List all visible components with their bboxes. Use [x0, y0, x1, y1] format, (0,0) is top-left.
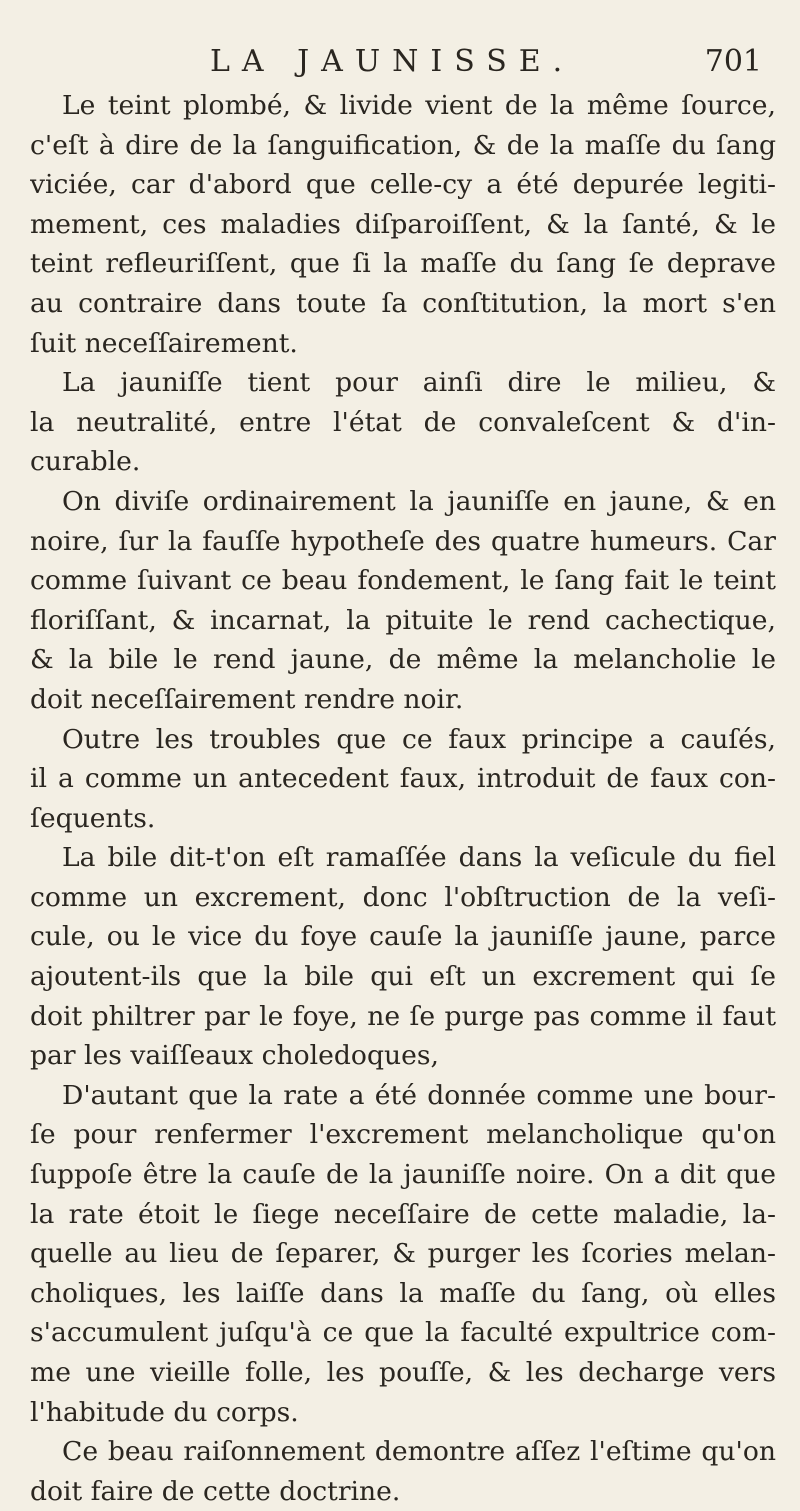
text-line: La bile dit-t'on eſt ramaſſée dans la veſicule du fiel	[62, 842, 776, 874]
body-text	[30, 86, 776, 1511]
text-line: quelle au lieu de ſeparer, & purger les ſcories melan-	[30, 1238, 776, 1270]
text-line: la rate étoit le ſiege neceſſaire de cette maladie, la-	[30, 1198, 776, 1230]
text-line: ſuppoſe être la cauſe de la jauniſſe noire. On a dit que	[30, 1159, 776, 1191]
text-line: doit faire de cette doctrine.	[30, 1475, 401, 1507]
text-line: On diviſe ordinairement la jauniſſe en jaune, & en	[62, 485, 776, 517]
running-head	[30, 44, 776, 84]
text-line: l'habitude du corps.	[30, 1396, 299, 1428]
text-line: & la bile le rend jaune, de même la melancholie le	[30, 644, 776, 676]
text-line: doit neceſſairement rendre noir.	[30, 683, 464, 715]
page-number: 701	[704, 44, 762, 79]
text-line: me une vieille folle, les pouſſe, & les decharge vers	[30, 1357, 776, 1388]
text-line: au contraire dans toute ſa conſtitution, la mort s'en	[30, 287, 776, 319]
text-line: mement, ces maladies diſparoiſſent, & la ſanté, & le	[30, 208, 776, 240]
text-line: curable.	[30, 446, 141, 478]
text-line: ſuit neceſſairement.	[30, 327, 298, 359]
text-line: Le teint plombé, & livide vient de la même ſource,	[62, 90, 776, 121]
text-line: noire, ſur la fauſſe hypotheſe des quatre humeurs. Car	[30, 525, 776, 557]
text-line: la neutralité, entre l'état de convaleſcent & d'in-	[30, 406, 776, 438]
text-line: ajoutent-ils que la bile qui eſt un excrement qui ſe	[30, 961, 776, 993]
text-line: Ce beau raiſonnement demontre aſſez l'eſtime qu'on	[62, 1436, 776, 1468]
text-line: comme ſuivant ce beau fondement, le ſang fait le teint	[30, 565, 776, 597]
text-line: comme un excrement, donc l'obſtruction de la veſi-	[30, 881, 776, 913]
text-line: ſe pour renfermer l'excrement melancholique qu'on	[30, 1119, 776, 1151]
text-line: Outre les troubles que ce faux principe a cauſés,	[62, 723, 776, 755]
text-line: doit philtrer par le foye, ne ſe purge pas comme il faut	[30, 1000, 776, 1032]
text-line: D'autant que la rate a été donnée comme une bour-	[62, 1079, 776, 1111]
text-line: il a comme un antecedent faux, introduit de faux con-	[30, 763, 776, 795]
text-line: floriſſant, & incarnat, la pituite le rend cachectique,	[30, 604, 776, 636]
running-title: LA JAUNISSE.	[210, 44, 575, 79]
text-line: c'eſt à dire de la ſanguification, & de la maſſe du ſang	[30, 129, 776, 161]
text-line: ſequents.	[30, 802, 156, 834]
text-line: par les vaiſſeaux choledoques,	[30, 1040, 439, 1072]
text-line: s'accumulent juſqu'à ce que la faculté expultrice com-	[30, 1317, 776, 1349]
text-line: viciée, car d'abord que celle-cy a été depurée legiti-	[30, 169, 776, 201]
text-line: La jauniſſe tient pour ainſi dire le milieu, &	[62, 367, 776, 399]
text-line: choliques, les laiſſe dans la maſſe du ſang, où elles	[30, 1277, 776, 1309]
text-line: cule, ou le vice du foye cauſe la jauniſſe jaune, parce	[30, 921, 776, 953]
text-line: teint refleuriſſent, que ſi la maſſe du ſang ſe deprave	[30, 248, 776, 280]
